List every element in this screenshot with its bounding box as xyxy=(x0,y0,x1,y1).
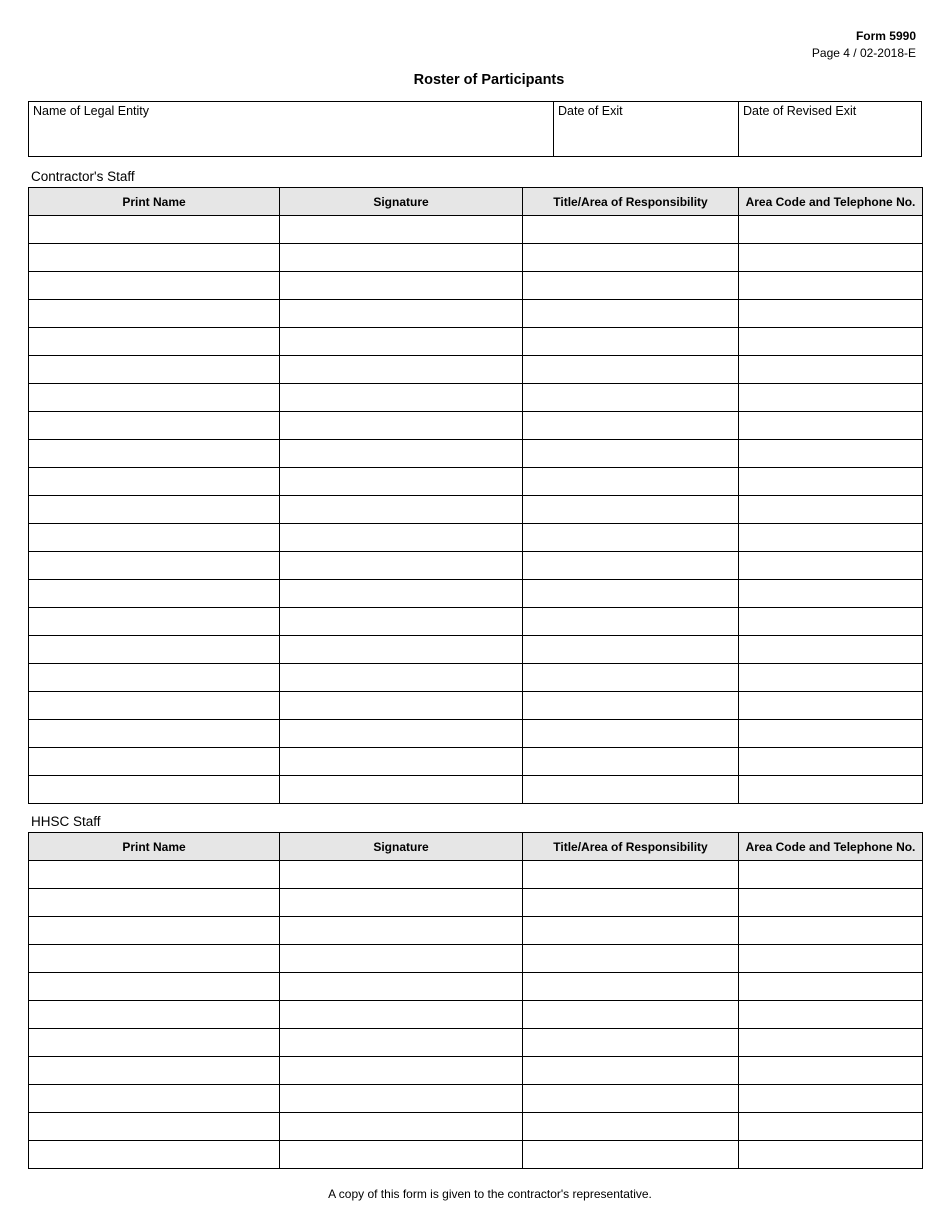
title-cell[interactable] xyxy=(523,216,739,244)
hhsc-staff-table xyxy=(28,832,923,1169)
telephone-cell[interactable] xyxy=(739,412,923,440)
telephone-cell[interactable] xyxy=(739,945,923,973)
telephone-cell[interactable] xyxy=(739,552,923,580)
signature-cell[interactable] xyxy=(280,973,523,1001)
table-row xyxy=(29,440,923,468)
title-cell[interactable] xyxy=(523,1057,739,1085)
signature-cell[interactable] xyxy=(280,356,523,384)
legal-entity-field[interactable] xyxy=(29,102,553,156)
title-cell[interactable] xyxy=(523,889,739,917)
table-row xyxy=(29,1029,923,1057)
print-name-cell[interactable] xyxy=(29,1113,280,1141)
signature-cell[interactable] xyxy=(280,412,523,440)
telephone-cell[interactable] xyxy=(739,973,923,1001)
telephone-cell[interactable] xyxy=(739,608,923,636)
signature-cell[interactable] xyxy=(280,216,523,244)
table-row xyxy=(29,917,923,945)
signature-cell[interactable] xyxy=(280,1085,523,1113)
footer-note: A copy of this form is given to the contractor's representative. xyxy=(328,1187,652,1201)
column-header-telephone: Area Code and Telephone No. xyxy=(739,188,923,216)
signature-cell[interactable] xyxy=(280,720,523,748)
telephone-cell[interactable] xyxy=(739,440,923,468)
telephone-cell[interactable] xyxy=(739,496,923,524)
print-name-cell[interactable] xyxy=(29,244,280,272)
title-cell[interactable] xyxy=(523,580,739,608)
telephone-cell[interactable] xyxy=(739,692,923,720)
signature-cell[interactable] xyxy=(280,1029,523,1057)
title-cell[interactable] xyxy=(523,776,739,804)
column-header-print-name: Print Name xyxy=(29,833,280,861)
signature-cell[interactable] xyxy=(280,244,523,272)
title-cell[interactable] xyxy=(523,1141,739,1169)
table-row xyxy=(29,412,923,440)
print-name-cell[interactable] xyxy=(29,412,280,440)
table-row xyxy=(29,889,923,917)
signature-cell[interactable] xyxy=(280,608,523,636)
telephone-cell[interactable] xyxy=(739,384,923,412)
hhsc-staff-label: HHSC Staff xyxy=(31,814,101,829)
telephone-cell[interactable] xyxy=(739,300,923,328)
table-row xyxy=(29,861,923,889)
print-name-cell[interactable] xyxy=(29,356,280,384)
print-name-cell[interactable] xyxy=(29,889,280,917)
title-cell[interactable] xyxy=(523,973,739,1001)
title-cell[interactable] xyxy=(523,356,739,384)
title-cell[interactable] xyxy=(523,692,739,720)
signature-cell[interactable] xyxy=(280,580,523,608)
signature-cell[interactable] xyxy=(280,664,523,692)
print-name-cell[interactable] xyxy=(29,440,280,468)
table-row xyxy=(29,580,923,608)
table-row xyxy=(29,1057,923,1085)
contractor-staff-table xyxy=(28,187,923,804)
print-name-cell[interactable] xyxy=(29,664,280,692)
signature-cell[interactable] xyxy=(280,1057,523,1085)
print-name-cell[interactable] xyxy=(29,552,280,580)
form-number: Form 5990 xyxy=(855,29,916,43)
title-cell[interactable] xyxy=(523,608,739,636)
print-name-cell[interactable] xyxy=(29,300,280,328)
print-name-cell[interactable] xyxy=(29,776,280,804)
title-cell[interactable] xyxy=(523,524,739,552)
title-cell[interactable] xyxy=(523,861,739,889)
title-cell[interactable] xyxy=(523,720,739,748)
table-row xyxy=(29,608,923,636)
signature-cell[interactable] xyxy=(280,272,523,300)
signature-cell[interactable] xyxy=(280,1001,523,1029)
table-row xyxy=(29,244,923,272)
title-cell[interactable] xyxy=(523,328,739,356)
signature-cell[interactable] xyxy=(280,1141,523,1169)
table-row xyxy=(29,468,923,496)
telephone-cell[interactable] xyxy=(739,244,923,272)
print-name-cell[interactable] xyxy=(29,272,280,300)
telephone-cell[interactable] xyxy=(739,1113,923,1141)
telephone-cell[interactable] xyxy=(739,580,923,608)
title-cell[interactable] xyxy=(523,1113,739,1141)
telephone-cell[interactable] xyxy=(739,356,923,384)
print-name-cell[interactable] xyxy=(29,1085,280,1113)
print-name-cell[interactable] xyxy=(29,580,280,608)
table-row xyxy=(29,328,923,356)
telephone-cell[interactable] xyxy=(739,216,923,244)
contractor-staff-label: Contractor's Staff xyxy=(31,169,135,184)
print-name-cell[interactable] xyxy=(29,496,280,524)
title-cell[interactable] xyxy=(523,496,739,524)
title-cell[interactable] xyxy=(523,440,739,468)
print-name-cell[interactable] xyxy=(29,384,280,412)
column-header-title: Title/Area of Responsibility xyxy=(523,833,739,861)
table-row xyxy=(29,692,923,720)
print-name-cell[interactable] xyxy=(29,524,280,552)
date-of-exit-field[interactable] xyxy=(553,102,738,156)
table-header-row xyxy=(29,188,923,216)
table-row xyxy=(29,272,923,300)
telephone-cell[interactable] xyxy=(739,1141,923,1169)
signature-cell[interactable] xyxy=(280,917,523,945)
telephone-cell[interactable] xyxy=(739,720,923,748)
print-name-cell[interactable] xyxy=(29,608,280,636)
print-name-cell[interactable] xyxy=(29,468,280,496)
title-cell[interactable] xyxy=(523,384,739,412)
title-cell[interactable] xyxy=(523,412,739,440)
print-name-cell[interactable] xyxy=(29,1029,280,1057)
table-row xyxy=(29,496,923,524)
print-name-cell[interactable] xyxy=(29,861,280,889)
table-row xyxy=(29,1001,923,1029)
date-of-revised-exit-field[interactable] xyxy=(738,102,921,156)
print-name-cell[interactable] xyxy=(29,973,280,1001)
column-header-signature: Signature xyxy=(280,833,523,861)
table-row xyxy=(29,1085,923,1113)
page-title: Roster of Participants xyxy=(413,72,565,88)
table-row xyxy=(29,300,923,328)
signature-cell[interactable] xyxy=(280,300,523,328)
title-cell[interactable] xyxy=(523,1085,739,1113)
table-row xyxy=(29,384,923,412)
table-row xyxy=(29,664,923,692)
column-header-title: Title/Area of Responsibility xyxy=(523,188,739,216)
page-info: Page 4 / 02-2018-E xyxy=(811,46,916,60)
signature-cell[interactable] xyxy=(280,748,523,776)
table-row xyxy=(29,776,923,804)
telephone-cell[interactable] xyxy=(739,889,923,917)
telephone-cell[interactable] xyxy=(739,468,923,496)
column-header-telephone: Area Code and Telephone No. xyxy=(739,833,923,861)
table-row xyxy=(29,1141,923,1169)
form-identifier xyxy=(812,28,916,62)
print-name-cell[interactable] xyxy=(29,1057,280,1085)
signature-cell[interactable] xyxy=(280,692,523,720)
print-name-cell[interactable] xyxy=(29,328,280,356)
telephone-cell[interactable] xyxy=(739,776,923,804)
print-name-cell[interactable] xyxy=(29,1001,280,1029)
table-row xyxy=(29,636,923,664)
telephone-cell[interactable] xyxy=(739,861,923,889)
signature-cell[interactable] xyxy=(280,328,523,356)
title-cell[interactable] xyxy=(523,552,739,580)
table-row xyxy=(29,945,923,973)
print-name-cell[interactable] xyxy=(29,720,280,748)
print-name-cell[interactable] xyxy=(29,748,280,776)
column-header-signature: Signature xyxy=(280,188,523,216)
print-name-cell[interactable] xyxy=(29,1141,280,1169)
print-name-cell[interactable] xyxy=(29,917,280,945)
title-cell[interactable] xyxy=(523,917,739,945)
title-cell[interactable] xyxy=(523,636,739,664)
signature-cell[interactable] xyxy=(280,889,523,917)
telephone-cell[interactable] xyxy=(739,917,923,945)
title-cell[interactable] xyxy=(523,1001,739,1029)
signature-cell[interactable] xyxy=(280,776,523,804)
print-name-cell[interactable] xyxy=(29,692,280,720)
date-of-exit-label: Date of Exit xyxy=(558,104,623,118)
signature-cell[interactable] xyxy=(280,1113,523,1141)
date-of-revised-exit-label: Date of Revised Exit xyxy=(743,104,857,118)
table-header-row xyxy=(29,833,923,861)
title-cell[interactable] xyxy=(523,300,739,328)
signature-cell[interactable] xyxy=(280,440,523,468)
title-cell[interactable] xyxy=(523,664,739,692)
table-row xyxy=(29,552,923,580)
print-name-cell[interactable] xyxy=(29,216,280,244)
telephone-cell[interactable] xyxy=(739,328,923,356)
telephone-cell[interactable] xyxy=(739,664,923,692)
entity-info-box xyxy=(28,101,922,157)
print-name-cell[interactable] xyxy=(29,636,280,664)
signature-cell[interactable] xyxy=(280,861,523,889)
table-row xyxy=(29,720,923,748)
title-cell[interactable] xyxy=(523,945,739,973)
signature-cell[interactable] xyxy=(280,636,523,664)
telephone-cell[interactable] xyxy=(739,1029,923,1057)
column-header-print-name: Print Name xyxy=(29,188,280,216)
print-name-cell[interactable] xyxy=(29,945,280,973)
telephone-cell[interactable] xyxy=(739,748,923,776)
title-cell[interactable] xyxy=(523,1029,739,1057)
telephone-cell[interactable] xyxy=(739,272,923,300)
telephone-cell[interactable] xyxy=(739,636,923,664)
table-row xyxy=(29,1113,923,1141)
table-row xyxy=(29,216,923,244)
signature-cell[interactable] xyxy=(280,552,523,580)
legal-entity-label: Name of Legal Entity xyxy=(33,104,150,118)
telephone-cell[interactable] xyxy=(739,1057,923,1085)
title-cell[interactable] xyxy=(523,468,739,496)
telephone-cell[interactable] xyxy=(739,1085,923,1113)
telephone-cell[interactable] xyxy=(739,524,923,552)
signature-cell[interactable] xyxy=(280,468,523,496)
signature-cell[interactable] xyxy=(280,384,523,412)
title-cell[interactable] xyxy=(523,748,739,776)
table-row xyxy=(29,524,923,552)
table-row xyxy=(29,748,923,776)
telephone-cell[interactable] xyxy=(739,1001,923,1029)
table-row xyxy=(29,356,923,384)
table-row xyxy=(29,973,923,1001)
title-cell[interactable] xyxy=(523,272,739,300)
title-cell[interactable] xyxy=(523,244,739,272)
signature-cell[interactable] xyxy=(280,945,523,973)
signature-cell[interactable] xyxy=(280,496,523,524)
signature-cell[interactable] xyxy=(280,524,523,552)
